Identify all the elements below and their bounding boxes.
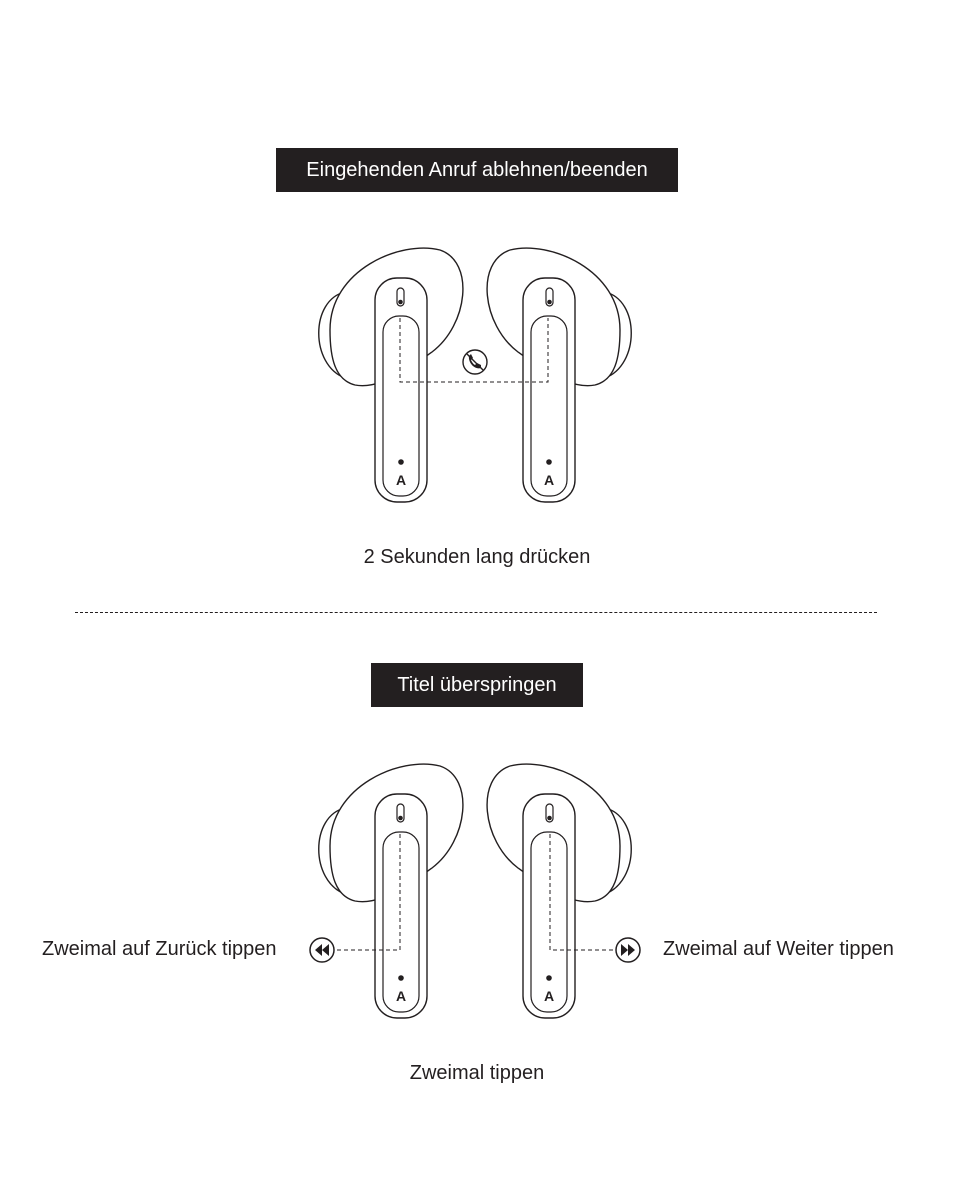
section-title-skip: Titel überspringen (371, 663, 583, 707)
section-title-call: Eingehenden Anruf ablehnen/beenden (276, 148, 678, 192)
section-caption-press-2s: 2 Sekunden lang drücken (363, 546, 591, 568)
left-earbud-illustration-2 (319, 764, 463, 1018)
section-caption-double-tap: Zweimal tippen (409, 1062, 545, 1084)
label-double-tap-back: Zweimal auf Zurück tippen (42, 938, 277, 960)
label-double-tap-next: Zweimal auf Weiter tippen (663, 938, 894, 960)
right-earbud-illustration-2 (487, 764, 631, 1018)
rewind-icon (310, 938, 334, 962)
fast-forward-icon (616, 938, 640, 962)
